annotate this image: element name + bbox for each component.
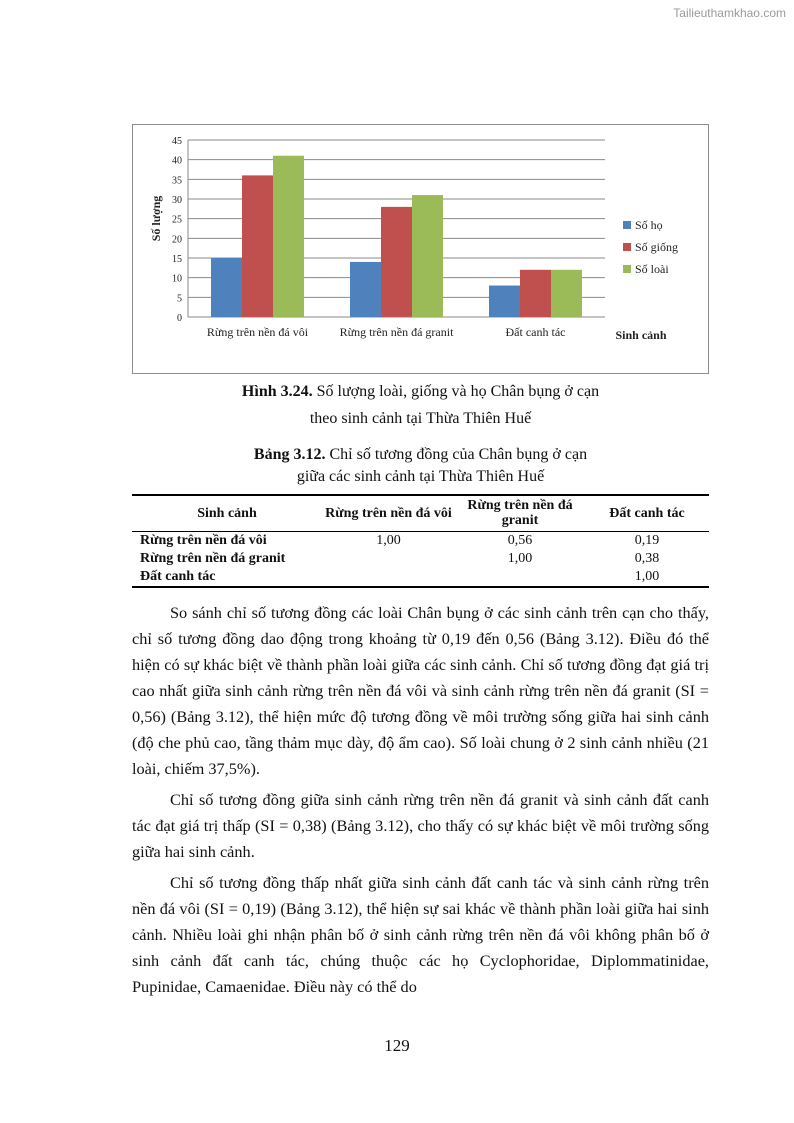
table-header-cell: Sinh cảnh	[132, 495, 322, 532]
figure-caption-line1: Số lượng loài, giống và họ Chân bụng ở cạn	[312, 383, 600, 400]
paragraph: Chỉ số tương đồng giữa sinh cảnh rừng trên nền đá granit và sinh cảnh đất canh tác đạt giá trị thấp (SI = 0,38) (Bảng 3.12), cho thấy có sự khác biệt về môi trường sống giữa hai sinh cảnh.	[132, 790, 709, 861]
paragraph: So sánh chỉ số tương đồng các loài Chân bụng ở các sinh cảnh trên cạn cho thấy, chỉ số tương đồng dao động trong khoảng từ 0,19 đến 0,56 (Bảng 3.12). Điều đó thể hiện có sự khác biệt về thành phần loài giữa các sinh cảnh. Chỉ số tương đồng đạt giá trị cao nhất giữa sinh cảnh rừng trên nền đá vôi và sinh cảnh rừng trên nền đá granit (SI = 0,56) (Bảng 3.12), thể hiện mức độ tương đồng về môi trường sống giữa hai sinh cảnh (độ che phủ cao, tầng thảm mục dày, độ ẩm cao). Số loài chung ở 2 sinh cảnh nhiều (21 loài, chiếm 37,5%).	[132, 603, 709, 778]
y-tick-label: 5	[177, 293, 182, 305]
table-row-label: Rừng trên nền đá vôi	[140, 533, 267, 548]
bar-chart	[132, 124, 709, 374]
bar	[242, 175, 273, 317]
similarity-table	[132, 494, 709, 588]
table-row	[132, 550, 709, 568]
watermark: Tailieuthamkhao.com	[673, 6, 786, 20]
table-cell	[455, 568, 585, 587]
y-tick-label: 45	[172, 136, 182, 147]
table-row	[132, 568, 709, 587]
table-cell: 1,00	[376, 533, 401, 548]
table-row	[132, 532, 709, 551]
y-tick-label: 35	[172, 175, 182, 187]
table-cell	[322, 550, 455, 568]
legend-swatch	[623, 243, 631, 251]
y-tick-label: 30	[172, 195, 182, 206]
table-cell: 1,00	[585, 568, 709, 587]
bar	[381, 207, 412, 317]
x-tick-label: Rừng trên nền đá vôi	[206, 325, 309, 339]
legend-swatch	[623, 221, 631, 229]
bar	[412, 195, 443, 317]
table-header-cell: Rừng trên nền đá granit	[455, 495, 585, 532]
table-row-label: Rừng trên nền đá granit	[140, 551, 286, 566]
x-axis-title: Sinh cảnh	[615, 328, 667, 342]
y-tick-label: 25	[172, 214, 182, 226]
figure-caption-label: Hình 3.24.	[241, 383, 313, 400]
legend-label: Số họ	[635, 218, 663, 232]
y-tick-label: 0	[177, 313, 182, 324]
table-caption-label: Bảng 3.12.	[253, 446, 326, 463]
bar	[350, 262, 381, 317]
bar	[273, 156, 304, 317]
table-cell: 0,56	[507, 533, 533, 548]
table-header-row	[132, 495, 709, 532]
x-tick-label: Đất canh tác	[505, 325, 566, 339]
x-tick-label: Rừng trên nền đá granit	[339, 325, 454, 339]
table-cell: 0,19	[634, 533, 660, 548]
y-axis-title: Số lượng	[149, 195, 163, 242]
figure-caption	[132, 381, 709, 430]
table-header-cell: Đất canh tác	[585, 495, 709, 532]
bar	[520, 270, 551, 317]
body-text	[132, 600, 709, 1005]
table-caption-line2: giữa các sinh cảnh tại Thừa Thiên Huế	[296, 468, 545, 485]
bar-chart-svg	[133, 125, 710, 375]
legend-label: Số giống	[635, 240, 679, 254]
legend-label: Số loài	[635, 262, 669, 276]
y-tick-label: 20	[172, 234, 182, 246]
page-number: 129	[384, 1036, 410, 1055]
bar	[211, 258, 242, 317]
table-cell: 0,38	[634, 551, 660, 566]
table-cell	[322, 568, 455, 587]
paragraph: Chỉ số tương đồng thấp nhất giữa sinh cảnh đất canh tác và sinh cảnh rừng trên nền đá vôi (SI = 0,19) (Bảng 3.12), thể hiện sự sai khác về thành phần loài giữa hai sinh cảnh. Nhiều loài ghi nhận phân bố ở sinh cảnh rừng trên nền đá vôi không phân bố ở sinh cảnh đất canh tác, chúng thuộc các họ Cyclophoridae, Diplommatinidae, Pupinidae, Camaenidae. Điều này có thể do	[132, 873, 709, 996]
y-tick-label: 10	[172, 273, 182, 285]
table-header-cell: Rừng trên nền đá vôi	[322, 495, 455, 532]
table-caption	[132, 444, 709, 488]
legend-swatch	[623, 265, 631, 273]
bar	[551, 270, 582, 317]
y-tick-label: 15	[172, 254, 182, 265]
bar	[489, 286, 520, 317]
table-caption-line1: Chỉ số tương đồng của Chân bụng ở cạn	[325, 446, 588, 463]
table-cell: 1,00	[507, 551, 533, 566]
table-row-label: Đất canh tác	[132, 568, 322, 587]
figure-caption-line2: theo sinh cảnh tại Thừa Thiên Huế	[309, 410, 532, 427]
y-tick-label: 40	[172, 155, 182, 167]
